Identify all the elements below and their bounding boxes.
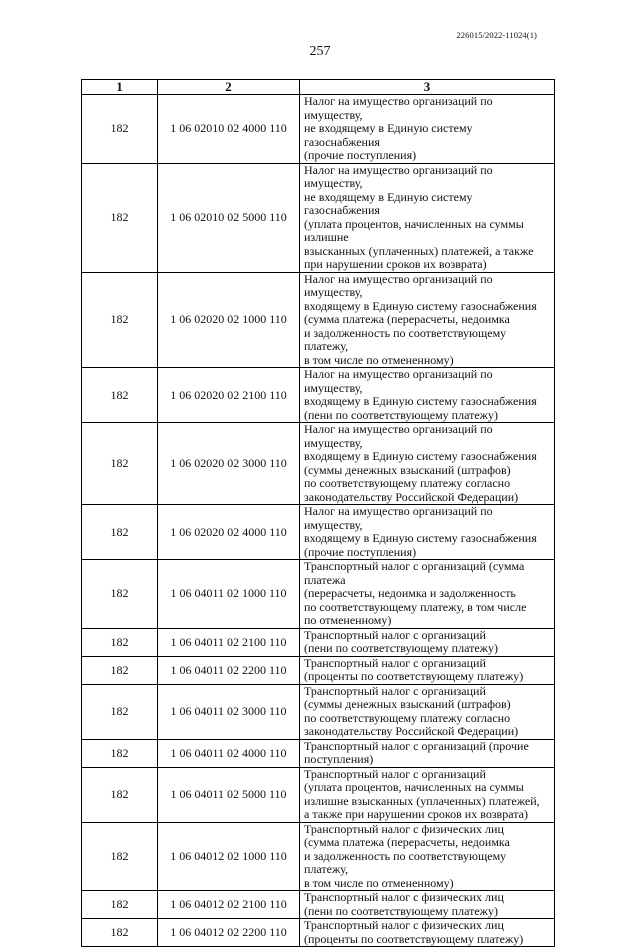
- document-reference: 226015/2022-11024(1): [456, 30, 537, 40]
- table-row: [82, 272, 555, 368]
- admin-code-cell: 182: [82, 628, 158, 656]
- table-row: [82, 628, 555, 656]
- description-cell: Транспортный налог с организаций (сумма платежа (перерасчеты, недоимка и задолженность по соответствующему платежу, в том числе по отмененному): [300, 560, 555, 629]
- budget-codes-table: [81, 79, 555, 947]
- description-cell: Налог на имущество организаций по имуществу, входящему в Единую систему газоснабжения (сумма платежа (перерасчеты, недоимка и задолженность по соответствующему платежу, в том числе по отмененному): [300, 272, 555, 368]
- description-cell: Налог на имущество организаций по имуществу, не входящему в Единую систему газоснабжения (прочие поступления): [300, 95, 555, 164]
- page-number: 257: [309, 44, 331, 59]
- budget-code-cell: 1 06 04012 02 2100 110: [158, 891, 300, 919]
- admin-code-cell: 182: [82, 560, 158, 629]
- description-cell: Транспортный налог с организаций (пени по соответствующему платежу): [300, 628, 555, 656]
- table-row: [82, 368, 555, 423]
- budget-code-cell: 1 06 02020 02 4000 110: [158, 505, 300, 560]
- table-row: [82, 656, 555, 684]
- budget-code-cell: 1 06 04011 02 2100 110: [158, 628, 300, 656]
- admin-code-cell: 182: [82, 822, 158, 891]
- column-header-2: 2: [158, 80, 300, 95]
- admin-code-cell: 182: [82, 919, 158, 947]
- admin-code-cell: 182: [82, 272, 158, 368]
- table-header-row: [82, 80, 555, 95]
- admin-code-cell: 182: [82, 95, 158, 164]
- budget-code-cell: 1 06 02020 02 2100 110: [158, 368, 300, 423]
- admin-code-cell: 182: [82, 739, 158, 767]
- description-cell: Налог на имущество организаций по имуществу, входящему в Единую систему газоснабжения (суммы денежных взысканий (штрафов) по соответствующему платежу согласно законодательству Российской Федерации): [300, 423, 555, 505]
- description-cell: Транспортный налог с физических лиц (проценты по соответствующему платежу): [300, 919, 555, 947]
- description-cell: Транспортный налог с физических лиц (сумма платежа (перерасчеты, недоимка и задолженность по соответствующему платежу, в том числе по отмененному): [300, 822, 555, 891]
- table-row: [82, 739, 555, 767]
- column-header-3: 3: [300, 80, 555, 95]
- table-row: [82, 163, 555, 272]
- description-cell: Транспортный налог с организаций (прочие поступления): [300, 739, 555, 767]
- table-row: [82, 95, 555, 164]
- admin-code-cell: 182: [82, 891, 158, 919]
- description-cell: Налог на имущество организаций по имуществу, не входящему в Единую систему газоснабжения (уплата процентов, начисленных на суммы излишне взысканных (уплаченных) платежей, а также при нарушении сроков их возврата): [300, 163, 555, 272]
- budget-code-cell: 1 06 04011 02 4000 110: [158, 739, 300, 767]
- description-cell: Транспортный налог с организаций (уплата процентов, начисленных на суммы излишне взысканных (уплаченных) платежей, а также при нарушении сроков их возврата): [300, 767, 555, 822]
- budget-code-cell: 1 06 04011 02 3000 110: [158, 684, 300, 739]
- description-cell: Налог на имущество организаций по имуществу, входящему в Единую систему газоснабжения (пени по соответствующему платежу): [300, 368, 555, 423]
- admin-code-cell: 182: [82, 368, 158, 423]
- table-row: [82, 919, 555, 947]
- description-cell: Транспортный налог с организаций (суммы денежных взысканий (штрафов) по соответствующему платежу согласно законодательству Российской Федерации): [300, 684, 555, 739]
- budget-code-cell: 1 06 04011 02 1000 110: [158, 560, 300, 629]
- budget-code-cell: 1 06 04012 02 2200 110: [158, 919, 300, 947]
- table-row: [82, 684, 555, 739]
- budget-code-cell: 1 06 04011 02 2200 110: [158, 656, 300, 684]
- table-row: [82, 767, 555, 822]
- admin-code-cell: 182: [82, 505, 158, 560]
- budget-code-cell: 1 06 02010 02 4000 110: [158, 95, 300, 164]
- table-row: [82, 423, 555, 505]
- table-row: [82, 560, 555, 629]
- table-row: [82, 505, 555, 560]
- admin-code-cell: 182: [82, 684, 158, 739]
- description-cell: Транспортный налог с организаций (проценты по соответствующему платежу): [300, 656, 555, 684]
- budget-code-cell: 1 06 04012 02 1000 110: [158, 822, 300, 891]
- admin-code-cell: 182: [82, 767, 158, 822]
- table-row: [82, 822, 555, 891]
- admin-code-cell: 182: [82, 163, 158, 272]
- description-cell: Транспортный налог с физических лиц (пени по соответствующему платежу): [300, 891, 555, 919]
- budget-code-cell: 1 06 02020 02 3000 110: [158, 423, 300, 505]
- description-cell: Налог на имущество организаций по имуществу, входящему в Единую систему газоснабжения (прочие поступления): [300, 505, 555, 560]
- admin-code-cell: 182: [82, 656, 158, 684]
- budget-code-cell: 1 06 02020 02 1000 110: [158, 272, 300, 368]
- budget-code-cell: 1 06 04011 02 5000 110: [158, 767, 300, 822]
- admin-code-cell: 182: [82, 423, 158, 505]
- budget-code-cell: 1 06 02010 02 5000 110: [158, 163, 300, 272]
- column-header-1: 1: [82, 80, 158, 95]
